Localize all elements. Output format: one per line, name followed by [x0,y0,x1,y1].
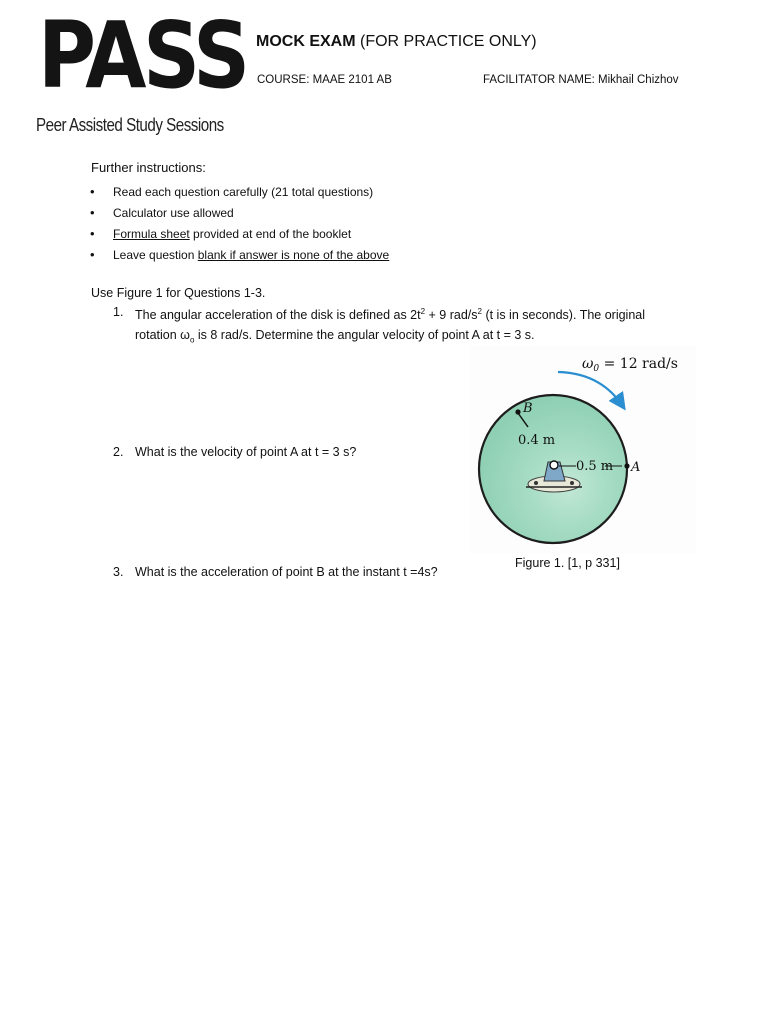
question-number: 1. [113,305,124,319]
instructions-heading: Further instructions: [91,160,206,175]
dist-b-label: 0.4 m [518,433,556,448]
question-number: 2. [113,445,124,459]
question-line [135,302,645,325]
q1-text-a: The angular acceleration of the disk is defined as 2t [135,308,421,323]
dist-a-label: 0.5 m [576,459,614,474]
question-3 [113,562,473,584]
title-note: (FOR PRACTICE ONLY) [355,33,537,50]
logo-word: PASS [38,2,247,109]
superscript: 2 [477,307,482,316]
question-1 [113,302,673,346]
formula-sheet-underlined: Formula sheet [113,226,190,241]
bolt [570,481,574,485]
course-label: COURSE: MAAE 2101 AB [257,74,392,86]
point-b-label: B [523,401,533,416]
page-title [256,33,537,51]
superscript: 2 [420,307,426,316]
instruction-pre: Leave question [113,247,198,262]
disk-diagram [470,345,696,553]
logo-subtitle: Peer Assisted Study Sessions [36,114,224,135]
question-number: 3. [113,565,124,579]
omega-label: $\omega_0 = 12$ rad/s [582,356,678,374]
point-a-marker [624,463,629,468]
instructions-list [90,181,389,265]
title-main: MOCK EXAM [256,33,356,50]
bullet-icon: • [90,226,95,241]
bolt [534,481,538,485]
figure-caption: Figure 1. [1, p 331] [515,556,620,570]
section-intro: Use Figure 1 for Questions 1-3. [91,286,266,300]
bullet-icon: • [90,205,95,220]
facilitator-label: FACILITATOR NAME: Mikhail Chizhov [483,74,679,86]
question-text: What is the acceleration of point B at the instant t =4s? [135,565,438,579]
pass-logo [34,2,247,142]
instruction-text [113,227,351,241]
q1-text-c: (t is in seconds). The original [481,308,646,323]
q1-text-d: rotation ω [135,328,190,343]
instruction-text: Calculator use allowed [113,205,234,220]
bullet-icon: • [90,247,95,262]
q1-text-b: + 9 rad/s [425,308,478,323]
q1-text-e: is 8 rad/s. Determine the angular velocity of point A at t = 3 s. [194,328,535,343]
list-item [90,181,389,202]
instruction-rest: provided at end of the booklet [189,226,352,241]
pin [550,461,558,469]
point-b-marker [515,409,520,414]
subscript: o [189,335,195,345]
question-text [135,302,645,351]
question-text: What is the velocity of point A at t = 3 s? [135,445,357,459]
instruction-text [113,248,389,262]
question-2 [113,442,453,464]
blank-rule-underlined: blank if answer is none of the above [197,247,390,262]
list-item [90,223,389,244]
figure-1 [470,345,696,553]
point-a-label: A [631,460,641,475]
instruction-text: Read each question carefully (21 total questions) [113,184,374,199]
list-item [90,202,389,223]
list-item [90,244,389,265]
bullet-icon: • [90,184,95,199]
